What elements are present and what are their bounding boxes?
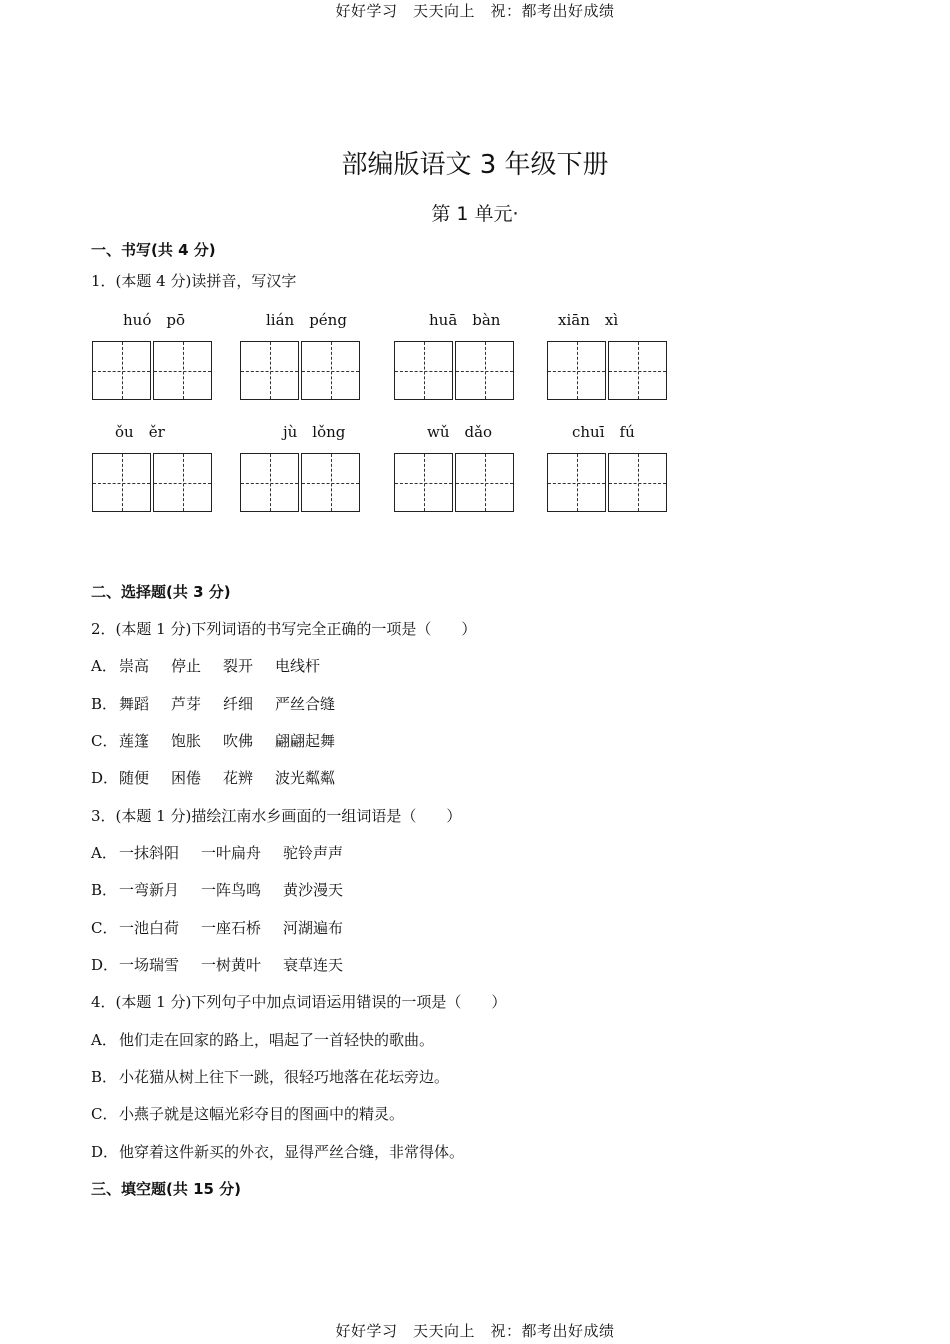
section-heading-writing: 一、书写(共 4 分) [91, 241, 216, 259]
document-title: 部编版语文 3 年级下册 [341, 150, 609, 180]
question-3-stem: 3．(本题 1 分)描绘江南水乡画面的一组词语是（ ） [91, 807, 462, 825]
tianzige-cell[interactable] [153, 341, 212, 400]
option-text: 小燕子就是这幅光彩夺目的图画中的精灵。 [119, 1105, 405, 1123]
writing-grid[interactable] [547, 453, 669, 512]
option-word: 一座石桥 [201, 919, 262, 937]
option-b[interactable] [91, 879, 365, 900]
tianzige-cell[interactable] [394, 341, 453, 400]
tianzige-cell[interactable] [301, 341, 360, 400]
tianzige-cell[interactable] [455, 453, 514, 512]
option-word: 河湖遍布 [283, 919, 344, 937]
option-word: 一场瑞雪 [119, 956, 180, 974]
option-word: 一树黄叶 [201, 956, 262, 974]
option-word: 黄沙漫天 [283, 881, 344, 899]
option-word: 裂开 [223, 657, 254, 675]
option-word: 莲篷 [119, 732, 150, 750]
option-word: 一弯新月 [119, 881, 180, 899]
writing-grid[interactable] [240, 453, 362, 512]
tianzige-cell[interactable] [608, 341, 667, 400]
option-label: A． [91, 1031, 117, 1049]
tianzige-cell[interactable] [547, 453, 606, 512]
writing-grid[interactable] [394, 453, 516, 512]
pinyin-label: huā bàn [429, 311, 501, 329]
option-word: 一叶扁舟 [201, 844, 262, 862]
option-d[interactable] [91, 1141, 464, 1162]
option-a[interactable] [91, 655, 342, 676]
option-label: B． [91, 695, 118, 713]
option-text: 小花猫从树上往下一跳，很轻巧地落在花坛旁边。 [119, 1068, 450, 1086]
option-c[interactable] [91, 1103, 404, 1124]
option-label: D． [91, 1143, 119, 1161]
option-word: 驼铃声声 [283, 844, 344, 862]
option-c[interactable] [91, 917, 365, 938]
option-label: A． [91, 657, 117, 675]
option-word: 饱胀 [171, 732, 202, 750]
option-word: 一阵鸟鸣 [201, 881, 262, 899]
option-label: C． [91, 919, 118, 937]
option-word: 波光粼粼 [275, 769, 336, 787]
tianzige-cell[interactable] [240, 341, 299, 400]
tianzige-cell[interactable] [547, 341, 606, 400]
option-word: 舞蹈 [119, 695, 150, 713]
tianzige-cell[interactable] [153, 453, 212, 512]
option-word: 衰草连天 [283, 956, 344, 974]
option-d[interactable] [91, 954, 365, 975]
question-1-stem: 1．(本题 4 分)读拼音，写汉字 [91, 272, 297, 290]
option-label: A． [91, 844, 117, 862]
writing-grid[interactable] [394, 341, 516, 400]
option-label: B． [91, 881, 118, 899]
tianzige-cell[interactable] [455, 341, 514, 400]
option-text: 他们走在回家的路上，唱起了一首轻快的歌曲。 [119, 1031, 435, 1049]
option-label: C． [91, 1105, 118, 1123]
option-word: 芦芽 [171, 695, 202, 713]
option-word: 随便 [119, 769, 150, 787]
writing-grid[interactable] [92, 341, 214, 400]
option-label: C． [91, 732, 118, 750]
option-text: 他穿着这件新买的外衣，显得严丝合缝，非常得体。 [119, 1143, 465, 1161]
unit-title: 第 1 单元· [431, 203, 519, 225]
pinyin-label: lián péng [266, 311, 347, 329]
tianzige-cell[interactable] [92, 453, 151, 512]
option-label: B． [91, 1068, 118, 1086]
pinyin-label: wǔ dǎo [427, 423, 493, 441]
option-label: D． [91, 769, 119, 787]
tianzige-cell[interactable] [240, 453, 299, 512]
tianzige-cell[interactable] [608, 453, 667, 512]
section-heading-fill: 三、填空题(共 15 分) [91, 1180, 242, 1198]
option-word: 困倦 [171, 769, 202, 787]
writing-grid[interactable] [547, 341, 669, 400]
question-2-stem: 2．(本题 1 分)下列词语的书写完全正确的一项是（ ） [91, 620, 477, 638]
writing-grid[interactable] [92, 453, 214, 512]
option-c[interactable] [91, 730, 357, 751]
page-footer: 好好学习 天天向上 祝：都考出好成绩 [335, 1322, 615, 1340]
question-4-stem: 4．(本题 1 分)下列句子中加点词语运用错误的一项是（ ） [91, 993, 507, 1011]
pinyin-label: ǒu ěr [115, 423, 165, 441]
pinyin-label: jù lǒng [283, 423, 346, 441]
option-word: 电线杆 [275, 657, 321, 675]
option-b[interactable] [91, 693, 357, 714]
option-word: 崇高 [119, 657, 150, 675]
option-b[interactable] [91, 1066, 449, 1087]
option-word: 花辨 [223, 769, 254, 787]
pinyin-label: chuī fú [572, 423, 635, 441]
option-label: D． [91, 956, 119, 974]
tianzige-cell[interactable] [301, 453, 360, 512]
option-a[interactable] [91, 842, 365, 863]
option-a[interactable] [91, 1029, 434, 1050]
option-word: 一抹斜阳 [119, 844, 180, 862]
option-word: 吹佛 [223, 732, 254, 750]
option-word: 停止 [171, 657, 202, 675]
tianzige-cell[interactable] [92, 341, 151, 400]
option-word: 翩翩起舞 [275, 732, 336, 750]
section-heading-choice: 二、选择题(共 3 分) [91, 583, 231, 601]
writing-grid[interactable] [240, 341, 362, 400]
tianzige-cell[interactable] [394, 453, 453, 512]
option-word: 严丝合缝 [275, 695, 336, 713]
pinyin-label: xiān xì [558, 311, 619, 329]
option-word: 纤细 [223, 695, 254, 713]
page-header: 好好学习 天天向上 祝：都考出好成绩 [335, 2, 615, 20]
pinyin-label: huó pō [123, 311, 185, 329]
option-word: 一池白荷 [119, 919, 180, 937]
option-d[interactable] [91, 767, 357, 788]
